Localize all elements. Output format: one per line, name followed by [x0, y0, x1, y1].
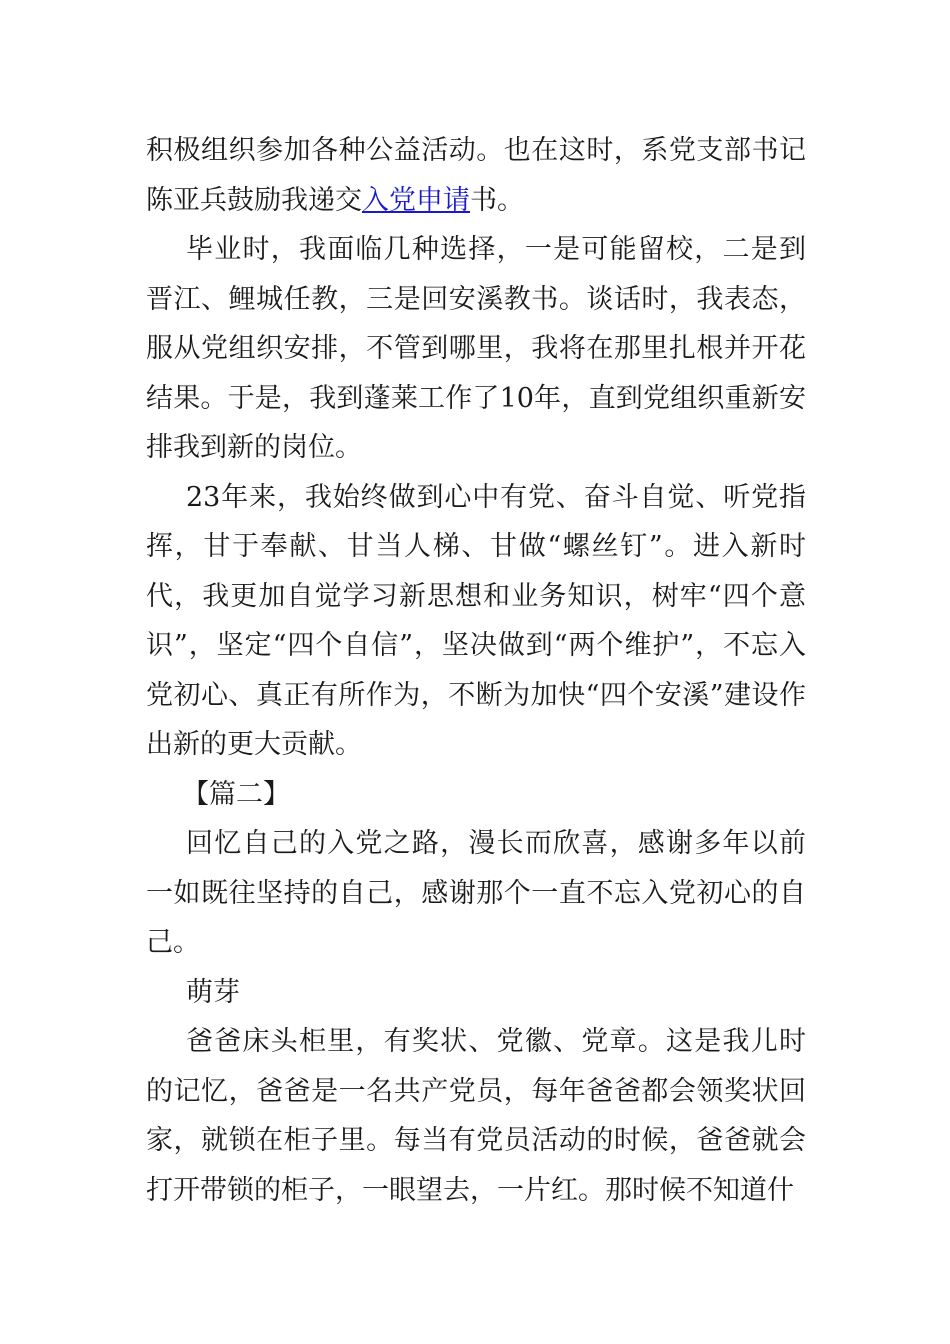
paragraph-graduation: 毕业时，我面临几种选择，一是可能留校，二是到晋江、鲤城任教，三是回安溪教书。谈话时，我表态，服从党组织安排，不管到哪里，我将在那里扎根并开花结果。于是，我到蓬莱工作了10年，直到党组织重新安排我到新的岗位。 — [146, 234, 806, 463]
paragraph-continuation — [146, 126, 806, 225]
paragraph-recall: 回忆自己的入党之路，漫长而欣喜，感谢多年以前一如既往坚持的自己，感谢那个一直不忘入党初心的自己。 — [146, 828, 806, 958]
subheading-sprout: 萌芽 — [186, 976, 240, 1008]
document-page — [146, 126, 806, 1215]
paragraph-text: 书。 — [470, 184, 524, 216]
party-application-link[interactable]: 入党申请 — [362, 184, 470, 216]
paragraph-23-years: 23年来，我始终做到心中有党、奋斗自觉、听党指挥，甘于奉献、甘当人梯、甘做“螺丝钉”。进入新时代，我更加自觉学习新思想和业务知识，树牢“四个意识”，坚定“四个自信”，坚决做到“两个维护”，不忘入党初心、真正有所作为，不断为加快“四个安溪”建设作出新的更大贡献。 — [146, 481, 806, 760]
section-heading: 【篇二】 — [182, 778, 290, 810]
paragraph-text: 积极组织参加各种公益活动。也在这时，系党支部书记陈亚兵鼓励我递交 — [146, 135, 806, 216]
paragraph-father: 爸爸床头柜里，有奖状、党徽、党章。这是我儿时的记忆，爸爸是一名共产党员，每年爸爸都会领奖状回家，就锁在柜子里。每当有党员活动的时候，爸爸就会打开带锁的柜子，一眼望去，一片红。那时候不知道什 — [146, 1026, 806, 1206]
